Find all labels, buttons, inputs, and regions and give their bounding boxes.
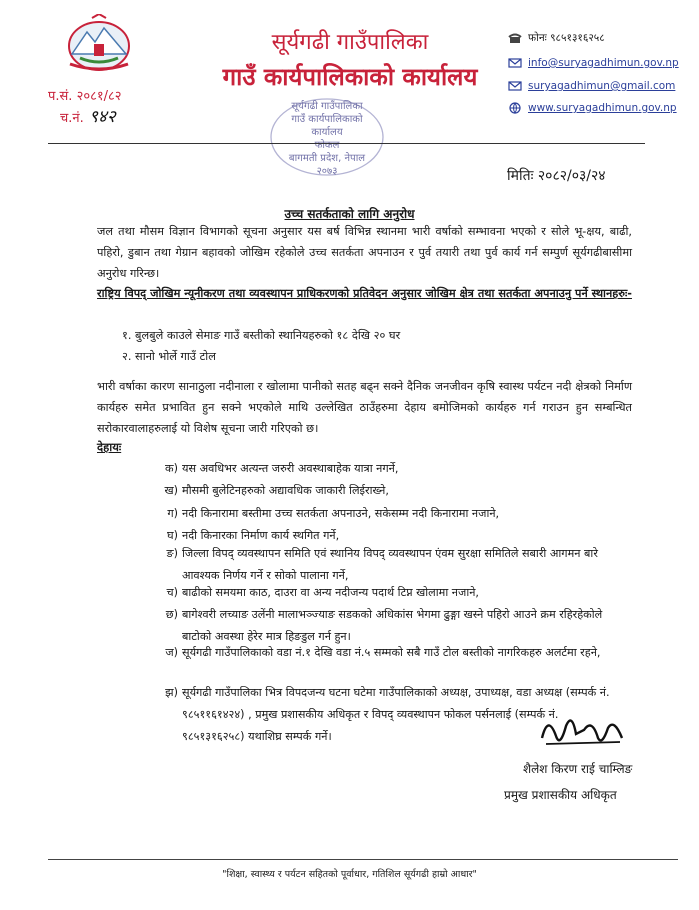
phone-icon <box>508 32 522 44</box>
instruction-item <box>134 642 614 664</box>
risk-zones-heading: राष्ट्रिय विपद् जोखिम न्यूनीकरण तथा व्यवस्थापन प्राधिकरणको प्रतिवेदन अनुसार जोखिम क्षेत्र तथा सतर्कता अपनाउनु पर्ने स्थानहरुः- <box>97 287 632 300</box>
instruction-label: ज) <box>165 646 178 659</box>
email-link-info[interactable]: info@suryagadhimun.gov.np <box>528 57 679 69</box>
reference-number: प.सं. २०८१/८२ <box>48 89 122 104</box>
header-divider <box>48 143 645 144</box>
office-subtitle: गाउँ कार्यपालिकाको कार्यालय <box>222 62 478 91</box>
office-name: सूर्यगढी गाउँपालिका <box>271 30 429 55</box>
stamp-line: २०७३ <box>316 166 338 177</box>
email-link-gmail[interactable]: suryagadhimun@gmail.com <box>528 80 676 92</box>
stamp-line: गाउँ कार्यपालिकाको <box>291 114 363 125</box>
dispatch-value: ९४२ <box>89 107 116 127</box>
footer-motto: "शिक्षा, स्वास्थ्य र पर्यटन सहितको पूर्वाधार, गतिशिल सूर्यगढी हाम्रो आधार" <box>222 869 477 880</box>
contact-phone-text: फोनः ९८५१३१६२५८ <box>528 32 605 44</box>
contact-website[interactable] <box>508 102 677 114</box>
instruction-item <box>134 480 614 502</box>
instructions-heading: देहायः <box>97 440 122 454</box>
instruction-item <box>134 458 614 480</box>
instruction-label: ङ) <box>166 547 178 560</box>
risk-place-item: १. बुलबुले काउले सेमाङ गाउँ बस्तीको स्थानियहरुको १८ देखि २० घर <box>122 329 401 342</box>
footer-divider <box>48 859 678 860</box>
instruction-label: घ) <box>167 529 178 542</box>
instruction-text: बाढीको समयमा काठ, दाउरा वा अन्य नदीजन्य पदार्थ टिप्न खोलामा नजाने, <box>182 586 479 599</box>
contact-email-info[interactable] <box>508 57 679 69</box>
stamp-line: फोकल <box>314 140 340 151</box>
instruction-text: सूर्यगढी गाउँपालिकाको वडा नं.१ देखि वडा नं.५ सम्मको सबै गाउँ टोल बस्तीको नागरिकहरु अलर्टमा रहने, <box>182 646 601 659</box>
intro-paragraph: जल तथा मौसम विज्ञान विभागको सूचना अनुसार यस बर्ष विभिन्न स्थानमा भारी वर्षाको सम्भावना भएको र सोले भू-क्षय, बाढी, पहिरो, डुबान तथा गेग्रान बहावको जोखिम रहेकोले उच्च सतर्कता अपनाउन र पुर्व तयारी तथा पुर्व कार्य गर्न सम्पुर्ण सूर्यगढीबासीमा अनुरोध गरिन्छ। <box>97 225 632 280</box>
stamp-line: बागमती प्रदेश, नेपाल <box>288 153 366 164</box>
instruction-label: ख) <box>164 484 178 497</box>
instruction-label: ग) <box>167 507 178 520</box>
stamp-line: सूर्यगढी गाउँपालिका <box>291 101 363 112</box>
mail-icon <box>508 80 522 92</box>
mail-icon <box>508 57 522 69</box>
instruction-text: मौसमी बुलेटिनहरुको अद्यावधिक जाकारी लिईराख्ने, <box>182 484 389 497</box>
dispatch-number <box>60 104 116 127</box>
notice-paragraph: भारी वर्षाका कारण सानाठुला नदीनाला र खोलामा पानीको सतह बढ्न सक्ने दैनिक जनजीवन कृषि स्वास्थ पर्यटन नदी क्षेत्रको निर्माण कार्यहरु समेत प्रभावित हुन सक्ने भएकोले माथि उल्लेखित ठाउँहरुमा देहाय बमोजिमको कार्यहरु गर्न गराउन हुन सम्बन्धित सरोकारवालाहरुलाई यो विशेष सूचना जारी गरिएको छ। <box>97 380 632 435</box>
handwritten-signature <box>536 708 628 754</box>
official-stamp <box>262 94 392 180</box>
instruction-label: च) <box>166 586 178 599</box>
risk-place-item: २. सानो भोर्ले गाउँ टोल <box>122 350 216 363</box>
signer-title: प्रमुख प्रशासकीय अधिकृत <box>504 788 617 802</box>
instruction-text: नदी किनारका निर्माण कार्य स्थगित गर्ने, <box>182 529 340 542</box>
instruction-text: सूर्यगढी गाउँपालिका भित्र विपदजन्य घटना घटेमा गाउँपालिकाको अध्यक्ष, उपाध्यक्ष, वडा अध्यक्ष (सम्पर्क नं. ९८५११६१४२४) , प्रमुख प्रशासकीय अधिकृत र विपद् व्यवस्थापन फोकल पर्सनलाई (सम्पर्क नं. ९८५१३१६२५८) यथाशिघ्र सम्पर्क गर्ने। <box>182 686 610 743</box>
instruction-text: नदी किनारामा बस्तीमा उच्च सतर्कता अपनाउने, सकेसम्म नदी किनारामा नजाने, <box>182 507 500 520</box>
instruction-item <box>134 582 614 604</box>
signer-name: शैलेश किरण राई चाम्लिङ <box>523 762 633 776</box>
letter-subject: उच्च सतर्कताको लागि अनुरोध <box>284 207 415 221</box>
instruction-label: झ) <box>165 686 178 699</box>
letter-date: मितिः २०८२/०३/२४ <box>507 168 606 184</box>
instruction-text: यस अवधिभर अत्यन्त जरुरी अवस्थाबाहेक यात्रा नगर्ने, <box>182 462 399 475</box>
instruction-label: क) <box>165 462 178 475</box>
instruction-label: छ) <box>165 608 178 621</box>
nepal-emblem-logo <box>62 14 136 74</box>
instruction-text: जिल्ला विपद् व्यवस्थापन समिति एवं स्थानिय विपद् व्यवस्थापन एंवम सुरक्षा समितिले सबारी आगमन बारे आवश्यक निर्णय गर्ने र सोको पालाना गर्ने, <box>182 547 598 582</box>
dispatch-label: च.नं. <box>60 111 84 126</box>
contact-email-gmail[interactable] <box>508 80 675 92</box>
instruction-item <box>134 543 614 587</box>
instruction-text: बागेश्वरी लच्याङ उलेंनी मालाभञ्ज्याङ सडकको अधिकांस भेगमा ढुङ्गा खस्ने पहिरो आउने क्रम रहिरहेकोले बाटोको अवस्था हेरेर मात्र हिङडुल गर्न हुन। <box>182 608 603 643</box>
stamp-line: कार्यालय <box>311 127 343 138</box>
globe-icon <box>508 102 522 114</box>
contact-phone <box>508 31 605 45</box>
website-link[interactable]: www.suryagadhimun.gov.np <box>528 102 677 114</box>
instruction-item <box>134 503 614 525</box>
